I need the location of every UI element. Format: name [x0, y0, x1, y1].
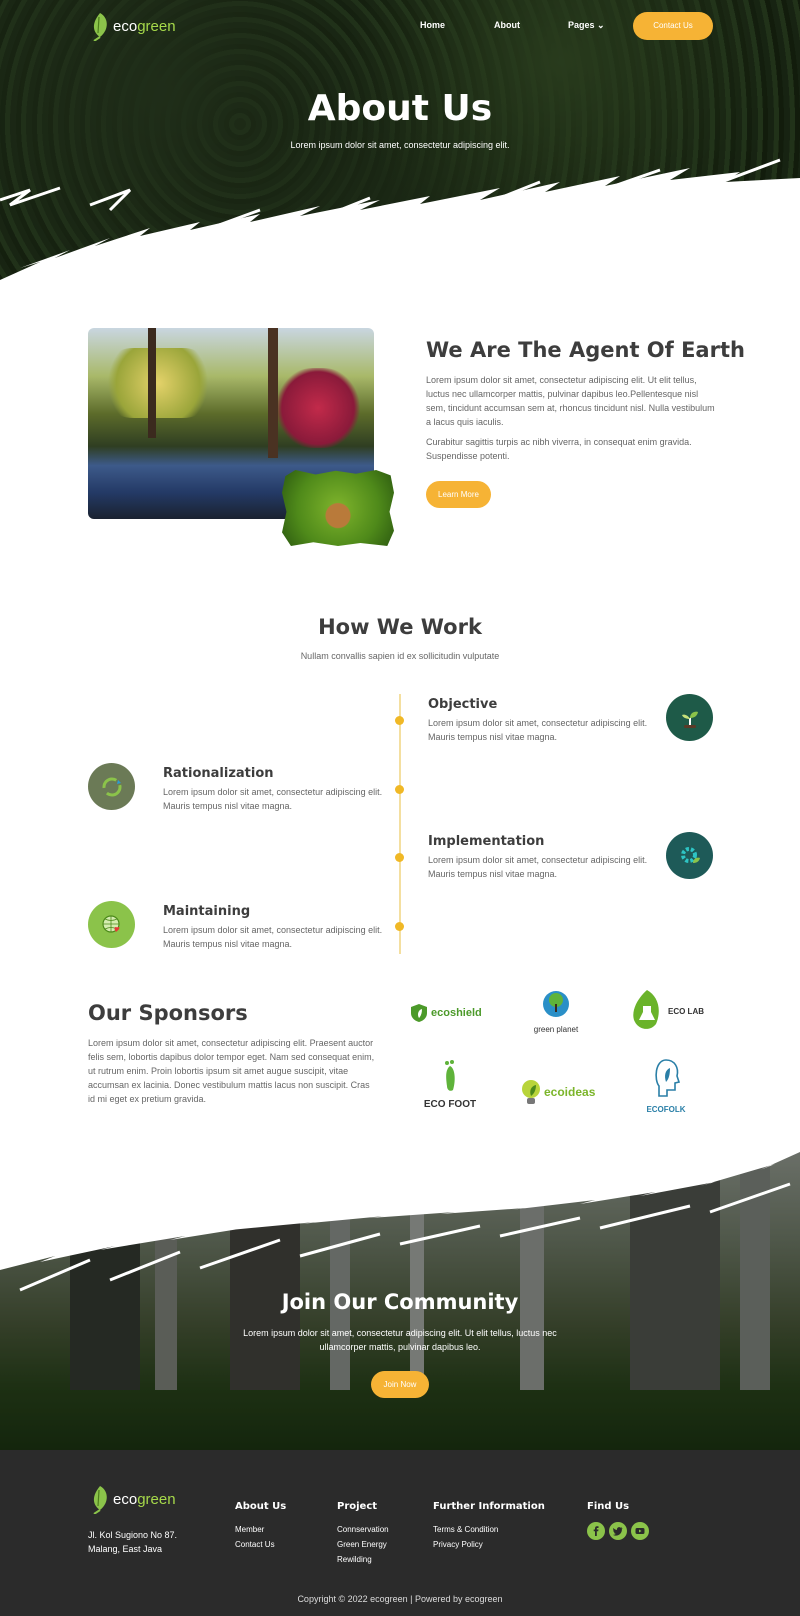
brush-tear-divider	[0, 1140, 800, 1300]
footer-link-rewilding[interactable]: Rewilding	[337, 1555, 372, 1564]
hero-subtitle: Lorem ipsum dolor sit amet, consectetur adipiscing elit.	[290, 140, 510, 150]
chevron-down-icon: ⌄	[597, 20, 605, 30]
sponsor-logo-ecoshield[interactable]: ecoshield	[410, 1003, 490, 1023]
contact-us-button[interactable]: Contact Us	[633, 12, 713, 40]
about-title: We Are The Agent Of Earth	[426, 338, 745, 362]
step-desc-rationalization: Lorem ipsum dolor sit amet, consectetur adipiscing elit. Mauris tempus nisl vitae magna.	[163, 787, 383, 811]
copyright-text: Copyright © 2022 ecogreen | Powered by ecogreen	[297, 1594, 503, 1604]
step-title-maintaining: Maintaining	[163, 904, 251, 919]
sponsors-description: Lorem ipsum dolor sit amet, consectetur adipiscing elit. Praesent auctor felis sem, lobortis dapibus dolor tempor eget. Nam sed consequat enim, ut rutrum enim. Proin lobortis ipsum sit amet augue suscipit, vitae accumsan ex lacinia. Donec vestibulum mattis lacus non suscipit. Cras id mi eget ex pretium gravida.	[88, 1038, 375, 1104]
globe-heart-icon	[88, 901, 135, 948]
gear-leaf-icon	[666, 832, 713, 879]
brand-logo[interactable]	[88, 11, 176, 41]
how-we-work-title: How We Work	[318, 615, 482, 639]
community-description: Lorem ipsum dolor sit amet, consectetur adipiscing elit. Ut elit tellus, luctus nec ullamcorper mattis, pulvinar dapibus leo.	[243, 1328, 557, 1352]
brand-name-green: green	[137, 17, 176, 35]
step-title-objective: Objective	[428, 697, 498, 712]
fox-photo	[282, 470, 394, 546]
about-paragraph-1: Lorem ipsum dolor sit amet, consectetur adipiscing elit. Ut elit tellus, luctus nec ullamcorper mattis, pulvinar dapibus leo.Pellentesque nisl sem, tincidunt accumsan sem at, rhoncus tincidunt nisl. Nulla vestibulum a lacus quis iaculis.	[426, 375, 715, 427]
footer-link-member[interactable]: Member	[235, 1525, 265, 1534]
sponsor-logo-eco-lab[interactable]: ECO LAB	[630, 988, 710, 1034]
footer-heading-project: Project	[337, 1501, 378, 1512]
sponsor-logo-ecofolk[interactable]: ECOFOLK	[644, 1058, 688, 1114]
step-desc-objective: Lorem ipsum dolor sit amet, consectetur adipiscing elit. Mauris tempus nisl vitae magna.	[428, 718, 648, 742]
page-title: About Us	[307, 88, 493, 129]
footer-heading-further: Further Information	[433, 1501, 545, 1512]
footer-heading-find-us: Find Us	[587, 1501, 630, 1512]
footer-link-privacy[interactable]: Privacy Policy	[433, 1540, 483, 1549]
about-paragraph-2: Curabitur sagittis turpis ac nibh viverra, in consequat enim gravida. Suspendisse potenti.	[426, 437, 692, 461]
footer-link-terms[interactable]: Terms & Condition	[433, 1525, 499, 1534]
step-desc-implementation: Lorem ipsum dolor sit amet, consectetur adipiscing elit. Mauris tempus nisl vitae magna.	[428, 855, 648, 879]
leaf-logo-icon	[88, 1484, 110, 1514]
sponsor-logo-ecoideas[interactable]: ecoideas	[520, 1078, 600, 1106]
footer-link-conservation[interactable]: Connservation	[337, 1525, 389, 1534]
globe-tree-icon	[540, 990, 572, 1020]
footer-brand-green: green	[137, 1490, 176, 1508]
footer-brand-eco: eco	[113, 1490, 138, 1508]
bulb-leaf-icon	[520, 1078, 542, 1106]
timeline-dot	[395, 922, 404, 931]
how-we-work-subtitle: Nullam convallis sapien id ex sollicitudin vulputate	[300, 651, 500, 661]
footer-brand-logo[interactable]	[88, 1484, 176, 1514]
sponsor-logo-eco-foot[interactable]: ECO FOOT	[418, 1060, 482, 1110]
nav-about[interactable]: About	[494, 20, 520, 30]
community-title: Join Our Community	[281, 1290, 519, 1314]
brand-name-eco: eco	[113, 17, 138, 35]
address-line-2: Malang, East Java	[88, 1544, 163, 1554]
shield-leaf-icon	[410, 1003, 428, 1023]
timeline-dot	[395, 785, 404, 794]
twitter-icon[interactable]	[609, 1522, 627, 1540]
step-title-rationalization: Rationalization	[163, 766, 274, 781]
facebook-icon[interactable]	[587, 1522, 605, 1540]
learn-more-button[interactable]: Learn More	[426, 481, 491, 508]
top-nav	[0, 0, 800, 52]
timeline-dot	[395, 716, 404, 725]
sponsors-title: Our Sponsors	[88, 1001, 248, 1025]
footer-link-contact-us[interactable]: Contact Us	[235, 1540, 275, 1549]
flask-leaf-icon	[630, 988, 664, 1034]
footprint-icon	[438, 1060, 462, 1094]
footer-address	[88, 1528, 177, 1556]
youtube-icon[interactable]	[631, 1522, 649, 1540]
footer-heading-about: About Us	[235, 1501, 287, 1512]
address-line-1: Jl. Kol Sugiono No 87.	[88, 1530, 178, 1540]
nav-home[interactable]: Home	[420, 20, 446, 30]
step-desc-maintaining: Lorem ipsum dolor sit amet, consectetur adipiscing elit. Mauris tempus nisl vitae magna.	[163, 925, 383, 949]
nav-pages[interactable]	[568, 20, 605, 31]
timeline-line	[399, 694, 401, 954]
head-leaf-icon	[651, 1058, 681, 1100]
nav-pages-label: Pages	[568, 20, 595, 30]
leaf-logo-icon	[88, 11, 110, 41]
footer-link-green-energy[interactable]: Green Energy	[337, 1540, 387, 1549]
step-title-implementation: Implementation	[428, 834, 545, 849]
join-now-button[interactable]: Join Now	[371, 1371, 429, 1398]
plant-icon	[666, 694, 713, 741]
sponsor-logo-green-planet[interactable]: green planet	[528, 990, 584, 1034]
recycle-icon	[88, 763, 135, 810]
hero-section	[0, 0, 800, 310]
timeline-dot	[395, 853, 404, 862]
